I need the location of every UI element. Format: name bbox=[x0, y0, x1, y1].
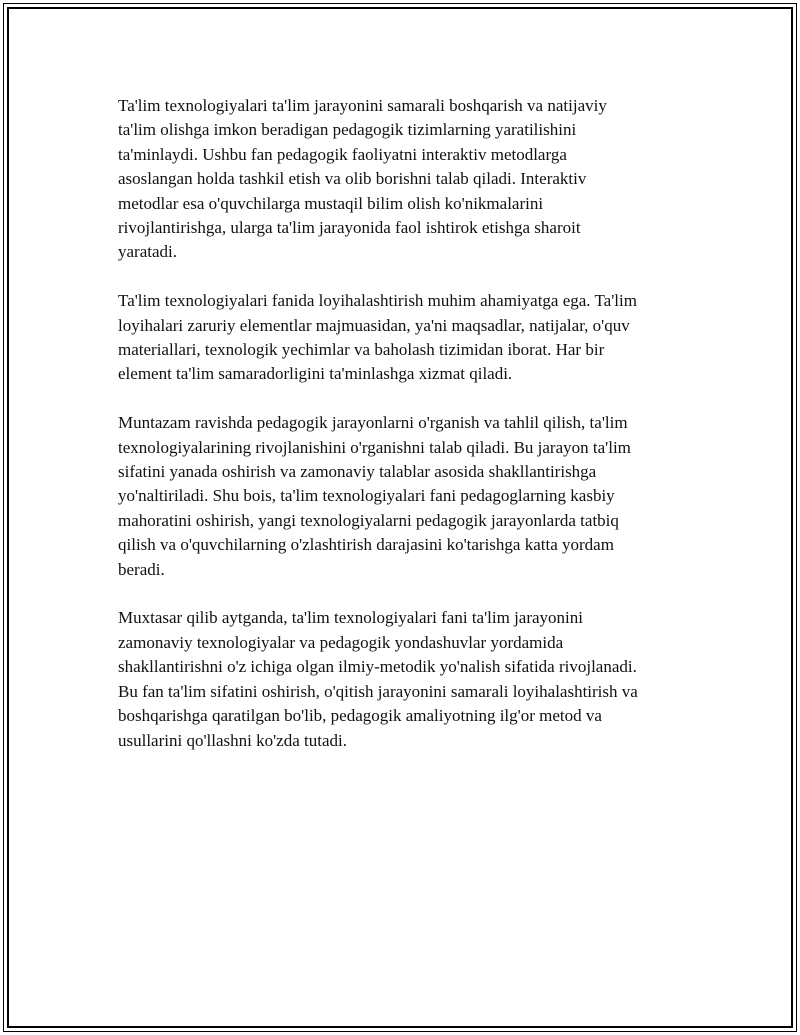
paragraph-line: materiallari, texnologik yechimlar va baholash tizimidan iborat. Har bir bbox=[118, 340, 605, 360]
paragraph-line: Ta'lim texnologiyalari fanida loyihalashtirish muhim ahamiyatga ega. Ta'lim bbox=[118, 291, 637, 311]
paragraph-line: yo'naltiriladi. Shu bois, ta'lim texnologiyalari fani pedagoglarning kasbiy bbox=[118, 486, 615, 506]
paragraph-line: mahoratini oshirish, yangi texnologiyalarni pedagogik jarayonlarda tatbiq bbox=[118, 510, 619, 530]
paragraph-line: Muntazam ravishda pedagogik jarayonlarni o'rganish va tahlil qilish, ta'lim bbox=[118, 413, 628, 433]
paragraph-line: loyihalari zaruriy elementlar majmuasidan, ya'ni maqsadlar, natijalar, o'quv bbox=[118, 315, 630, 335]
paragraph-line: beradi. bbox=[118, 559, 165, 579]
paragraph-line: ta'minlaydi. Ushbu fan pedagogik faoliyatni interaktiv metodlarga bbox=[118, 144, 567, 164]
paragraph-line: usullarini qo'llashni ko'zda tutadi. bbox=[118, 730, 347, 750]
paragraph-line: sifatini yanada oshirish va zamonaviy talablar asosida shakllantirishga bbox=[118, 462, 597, 482]
paragraph-line: metodlar esa o'quvchilarga mustaqil bilim olish ko'nikmalarini bbox=[118, 193, 544, 213]
paragraph-1 bbox=[118, 94, 698, 265]
paragraph-4 bbox=[118, 606, 698, 752]
paragraph-line: element ta'lim samaradorligini ta'minlashga xizmat qiladi. bbox=[118, 364, 513, 384]
paragraph-line: ta'lim olishga imkon beradigan pedagogik tizimlarning yaratilishini bbox=[118, 120, 577, 140]
paragraph-line: texnologiyalarining rivojlanishini o'rganishni talab qiladi. Bu jarayon ta'lim bbox=[118, 437, 631, 457]
paragraph-line: zamonaviy texnologiyalar va pedagogik yondashuvlar yordamida bbox=[118, 632, 564, 652]
paragraph-line: shakllantirishni o'z ichiga olgan ilmiy-metodik yo'nalish sifatida rivojlanadi. bbox=[118, 657, 637, 677]
document-body bbox=[118, 94, 698, 777]
paragraph-line: yaratadi. bbox=[118, 242, 177, 262]
paragraph-3 bbox=[118, 411, 698, 582]
paragraph-line: rivojlantirishga, ularga ta'lim jarayonida faol ishtirok etishga sharoit bbox=[118, 218, 581, 238]
paragraph-line: Bu fan ta'lim sifatini oshirish, o'qitish jarayonini samarali loyihalashtirish va bbox=[118, 681, 638, 701]
paragraph-line: boshqarishga qaratilgan bo'lib, pedagogik amaliyotning ilg'or metod va bbox=[118, 706, 602, 726]
paragraph-2 bbox=[118, 289, 698, 387]
paragraph-line: Ta'lim texnologiyalari ta'lim jarayonini samarali boshqarish va natijaviy bbox=[118, 96, 607, 115]
paragraph-line: Muxtasar qilib aytganda, ta'lim texnologiyalari fani ta'lim jarayonini bbox=[118, 608, 584, 628]
paragraph-line: asoslangan holda tashkil etish va olib borishni talab qiladi. Interaktiv bbox=[118, 169, 587, 189]
paragraph-line: qilish va o'quvchilarning o'zlashtirish darajasini ko'tarishga katta yordam bbox=[118, 535, 614, 555]
